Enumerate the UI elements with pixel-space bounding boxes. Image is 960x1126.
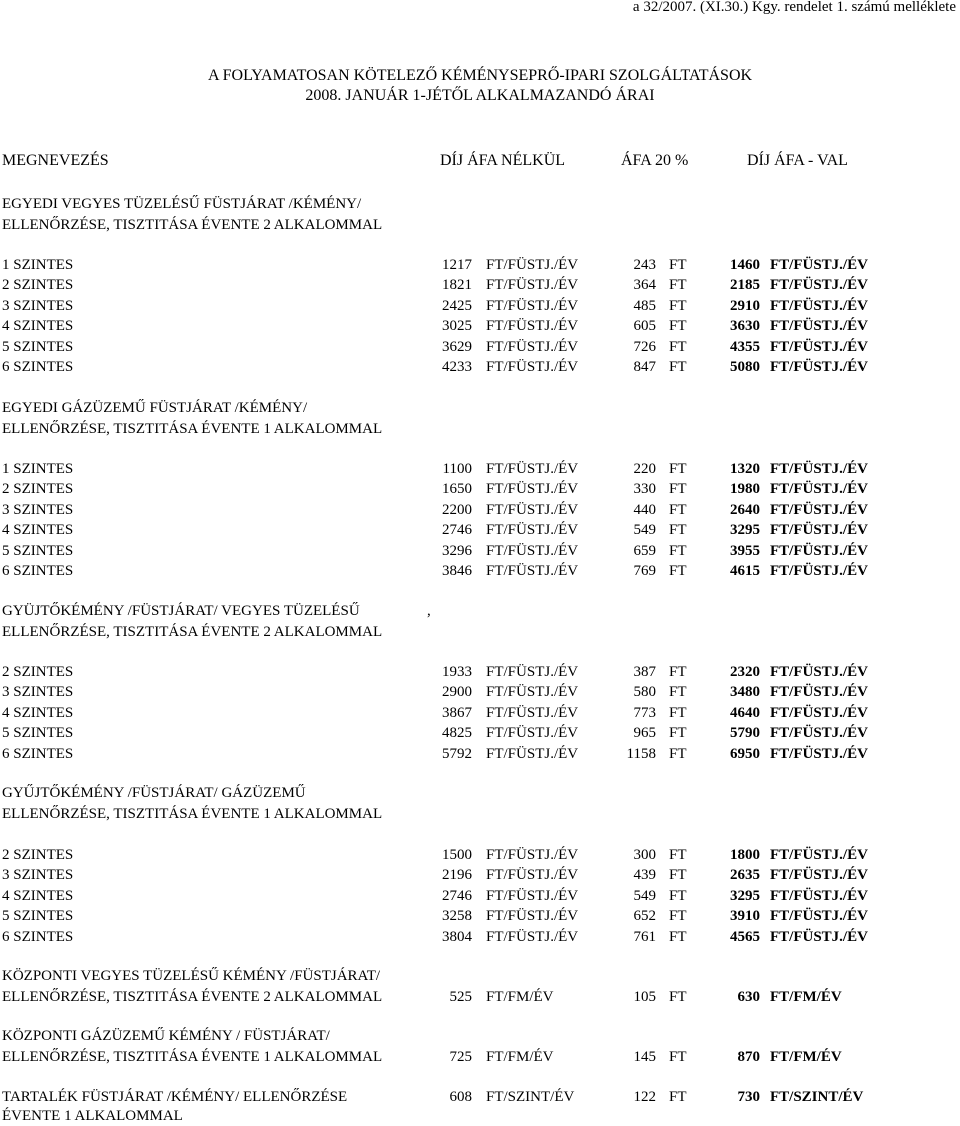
net-price: 1217 xyxy=(442,257,472,273)
section-title-comma: , xyxy=(427,603,431,619)
vat-amount: 769 xyxy=(633,562,656,579)
gross-unit: FT/FÜSTJ./ÉV xyxy=(770,704,868,721)
vat-unit: FT xyxy=(669,461,687,477)
vat-unit: FT xyxy=(669,1089,687,1105)
gross-unit: FT/FÜSTJ./ÉV xyxy=(770,745,868,762)
gross-unit: FT/FÜSTJ./ÉV xyxy=(770,562,868,579)
central-mixed-title-line-1 xyxy=(2,966,380,987)
reserve-title-line-2 xyxy=(2,1106,183,1126)
gross-price: 2640 xyxy=(730,501,760,518)
gross-price: 6950 xyxy=(730,745,760,762)
central-gas-row xyxy=(0,1047,960,1067)
gross-price: 4565 xyxy=(730,928,760,945)
section-title-line: ELLENŐRZÉSE, TISZTITÁSA ÉVENTE 1 ALKALOMMAL xyxy=(2,421,383,437)
vat-amount: 243 xyxy=(633,257,656,273)
net-price: 3258 xyxy=(442,908,472,925)
net-price: 2196 xyxy=(442,867,472,884)
table-row xyxy=(0,337,960,357)
page-title-line-1: A FOLYAMATOSAN KÖTELEZŐ KÉMÉNYSEPRŐ-IPARI SZOLGÁLTATÁSOK xyxy=(207,67,753,84)
gross-unit: FT/FÜSTJ./ÉV xyxy=(770,887,868,904)
vat-unit: FT xyxy=(669,725,687,742)
vat-unit: FT xyxy=(669,338,687,355)
net-price: 3296 xyxy=(442,542,472,559)
net-price: 2425 xyxy=(442,297,472,314)
vat-amount: 300 xyxy=(633,847,656,863)
page-title-line-2: 2008. JANUÁR 1-JÉTŐL ALKALMAZANDÓ ÁRAI xyxy=(305,87,655,104)
row-name: 6 SZINTES xyxy=(2,928,74,945)
gross-price: 1460 xyxy=(730,257,760,273)
gross-unit: FT/FÜSTJ./ÉV xyxy=(770,725,868,742)
row-name: 5 SZINTES xyxy=(2,542,74,559)
gross-price: 3295 xyxy=(730,522,760,539)
vat-unit: FT xyxy=(669,318,687,335)
row-name: ELLENŐRZÉSE, TISZTITÁSA ÉVENTE 1 ALKALOMMAL xyxy=(2,1049,383,1065)
vat-unit: FT xyxy=(669,664,687,680)
table-row xyxy=(0,500,960,520)
vat-amount: 439 xyxy=(633,867,656,884)
section-title-line: EGYEDI GÁZÜZEMŰ FÜSTJÁRAT /KÉMÉNY/ xyxy=(2,400,308,416)
row-name: 6 SZINTES xyxy=(2,562,74,579)
gross-unit: FT/FÜSTJ./ÉV xyxy=(770,501,868,518)
net-unit: FT/FÜSTJ./ÉV xyxy=(486,358,579,375)
table-row xyxy=(0,255,960,275)
net-unit: FT/FÜSTJ./ÉV xyxy=(486,664,579,680)
row-name: 6 SZINTES xyxy=(2,745,74,762)
row-name: 2 SZINTES xyxy=(2,481,74,498)
vat-unit: FT xyxy=(669,989,687,1005)
net-unit: FT/FÜSTJ./ÉV xyxy=(486,318,579,335)
net-unit: FT/FÜSTJ./ÉV xyxy=(486,277,579,294)
row-name: 2 SZINTES xyxy=(2,664,74,680)
gross-price: 3910 xyxy=(730,908,760,925)
section-title-line: GYÜJTŐKÉMÉNY /FÜSTJÁRAT/ VEGYES TÜZELÉSŰ xyxy=(2,603,360,619)
net-price: 3804 xyxy=(442,928,472,945)
vat-unit: FT xyxy=(669,297,687,314)
section-title-line: ÉVENTE 1 ALKALOMMAL xyxy=(2,1108,183,1124)
gross-unit: FT/FÜSTJ./ÉV xyxy=(770,847,868,863)
row-name: 2 SZINTES xyxy=(2,847,74,863)
net-price: 1650 xyxy=(442,481,472,498)
gross-price: 730 xyxy=(737,1089,760,1105)
net-unit: FT/FÜSTJ./ÉV xyxy=(486,725,579,742)
gross-price: 5790 xyxy=(730,725,760,742)
vat-amount: 652 xyxy=(633,908,656,925)
gross-price: 3295 xyxy=(730,887,760,904)
gross-price: 4355 xyxy=(730,338,760,355)
gross-price: 3630 xyxy=(730,318,760,335)
row-name: 2 SZINTES xyxy=(2,277,74,294)
vat-amount: 105 xyxy=(633,989,656,1005)
net-unit: FT/FM/ÉV xyxy=(486,989,554,1005)
row-name: 4 SZINTES xyxy=(2,522,74,539)
vat-amount: 440 xyxy=(633,501,656,518)
table-row xyxy=(0,296,960,316)
table-row xyxy=(0,845,960,865)
row-name: 3 SZINTES xyxy=(2,297,74,314)
price-table xyxy=(0,255,960,377)
central-mixed-row xyxy=(0,987,960,1007)
reserve-row xyxy=(0,1087,960,1107)
gross-unit: FT/FÜSTJ./ÉV xyxy=(770,928,868,945)
section-title-line: KÖZPONTI VEGYES TÜZELÉSŰ KÉMÉNY /FÜSTJÁRAT/ xyxy=(2,968,381,984)
row-name: 4 SZINTES xyxy=(2,318,74,335)
net-unit: FT/FÜSTJ./ÉV xyxy=(486,542,579,559)
net-price: 5792 xyxy=(442,745,472,762)
table-row xyxy=(0,275,960,295)
table-row xyxy=(0,479,960,499)
column-header-name: MEGNEVEZÉS xyxy=(2,152,109,169)
section-title-line: EGYEDI VEGYES TÜZELÉSŰ FÜSTJÁRAT /KÉMÉNY/ xyxy=(2,196,362,212)
gross-unit: FT/FÜSTJ./ÉV xyxy=(770,358,868,375)
net-unit: FT/FÜSTJ./ÉV xyxy=(486,867,579,884)
section-title-line: KÖZPONTI GÁZÜZEMŰ KÉMÉNY / FÜSTJÁRAT/ xyxy=(2,1028,330,1044)
net-unit: FT/SZINT/ÉV xyxy=(486,1089,575,1105)
table-row xyxy=(0,561,960,581)
net-price: 2200 xyxy=(442,501,472,518)
vat-unit: FT xyxy=(669,562,687,579)
net-price: 725 xyxy=(449,1049,472,1065)
vat-amount: 773 xyxy=(633,704,656,721)
net-unit: FT/FÜSTJ./ÉV xyxy=(486,501,579,518)
row-name: 3 SZINTES xyxy=(2,684,74,701)
vat-amount: 220 xyxy=(633,461,656,477)
net-price: 3025 xyxy=(442,318,472,335)
gross-price: 2185 xyxy=(730,277,760,294)
row-name: 5 SZINTES xyxy=(2,725,74,742)
net-unit: FT/FM/ÉV xyxy=(486,1049,554,1065)
gross-unit: FT/FÜSTJ./ÉV xyxy=(770,297,868,314)
vat-unit: FT xyxy=(669,481,687,498)
vat-unit: FT xyxy=(669,928,687,945)
vat-unit: FT xyxy=(669,542,687,559)
gross-price: 2635 xyxy=(730,867,760,884)
section-title xyxy=(2,783,382,825)
net-price: 2900 xyxy=(442,684,472,701)
net-unit: FT/FÜSTJ./ÉV xyxy=(486,461,579,477)
net-unit: FT/FÜSTJ./ÉV xyxy=(486,928,579,945)
net-price: 525 xyxy=(449,989,472,1005)
table-row xyxy=(0,906,960,926)
central-gas-title-line-1 xyxy=(2,1026,330,1047)
table-row xyxy=(0,927,960,947)
gross-price: 1320 xyxy=(730,461,760,477)
vat-unit: FT xyxy=(669,358,687,375)
net-price: 608 xyxy=(449,1089,472,1105)
vat-amount: 726 xyxy=(633,338,656,355)
row-name: 3 SZINTES xyxy=(2,867,74,884)
net-price: 3846 xyxy=(442,562,472,579)
table-row xyxy=(0,744,960,764)
vat-amount: 330 xyxy=(633,481,656,498)
gross-price: 3480 xyxy=(730,684,760,701)
vat-amount: 549 xyxy=(633,522,656,539)
net-price: 3867 xyxy=(442,704,472,721)
vat-unit: FT xyxy=(669,867,687,884)
table-row xyxy=(0,703,960,723)
section-title xyxy=(2,194,382,236)
vat-unit: FT xyxy=(669,704,687,721)
section-title-line: GYŰJTŐKÉMÉNY /FÜSTJÁRAT/ GÁZÜZEMŰ xyxy=(2,785,306,801)
row-name: 5 SZINTES xyxy=(2,908,74,925)
price-table xyxy=(0,662,960,764)
row-name: TARTALÉK FÜSTJÁRAT /KÉMÉNY/ ELLENŐRZÉSE xyxy=(2,1089,348,1105)
gross-price: 630 xyxy=(737,989,760,1005)
net-price: 4233 xyxy=(442,358,472,375)
net-price: 2746 xyxy=(442,522,472,539)
gross-unit: FT/FÜSTJ./ÉV xyxy=(770,684,868,701)
gross-price: 4615 xyxy=(730,562,760,579)
vat-amount: 364 xyxy=(633,277,656,294)
section-title xyxy=(2,601,382,643)
table-row xyxy=(0,662,960,682)
gross-price: 1800 xyxy=(730,847,760,863)
net-price: 2746 xyxy=(442,887,472,904)
vat-amount: 549 xyxy=(633,887,656,904)
vat-unit: FT xyxy=(669,887,687,904)
table-row xyxy=(0,865,960,885)
row-name: 5 SZINTES xyxy=(2,338,74,355)
net-unit: FT/FÜSTJ./ÉV xyxy=(486,522,579,539)
net-unit: FT/FÜSTJ./ÉV xyxy=(486,257,579,273)
column-header-gross-price: DÍJ ÁFA - VAL xyxy=(747,152,848,169)
table-row xyxy=(0,541,960,561)
vat-amount: 1158 xyxy=(626,745,656,762)
net-price: 3629 xyxy=(442,338,472,355)
net-unit: FT/FÜSTJ./ÉV xyxy=(486,481,579,498)
net-unit: FT/FÜSTJ./ÉV xyxy=(486,297,579,314)
vat-amount: 580 xyxy=(633,684,656,701)
vat-amount: 122 xyxy=(633,1089,656,1105)
net-price: 1821 xyxy=(442,277,472,294)
row-name: 4 SZINTES xyxy=(2,704,74,721)
net-unit: FT/FÜSTJ./ÉV xyxy=(486,847,579,863)
vat-amount: 847 xyxy=(633,358,656,375)
vat-amount: 659 xyxy=(633,542,656,559)
net-price: 4825 xyxy=(442,725,472,742)
gross-price: 4640 xyxy=(730,704,760,721)
row-name: 6 SZINTES xyxy=(2,358,74,375)
row-name: 4 SZINTES xyxy=(2,887,74,904)
gross-unit: FT/FÜSTJ./ÉV xyxy=(770,338,868,355)
gross-unit: FT/SZINT/ÉV xyxy=(770,1089,864,1105)
vat-amount: 761 xyxy=(633,928,656,945)
vat-unit: FT xyxy=(669,277,687,294)
price-table xyxy=(0,845,960,947)
vat-unit: FT xyxy=(669,501,687,518)
vat-unit: FT xyxy=(669,522,687,539)
gross-unit: FT/FÜSTJ./ÉV xyxy=(770,542,868,559)
section-title xyxy=(2,398,382,440)
vat-unit: FT xyxy=(669,908,687,925)
net-unit: FT/FÜSTJ./ÉV xyxy=(486,745,579,762)
column-header-net-price: DÍJ ÁFA NÉLKÜL xyxy=(440,152,566,169)
table-row xyxy=(0,357,960,377)
vat-unit: FT xyxy=(669,684,687,701)
table-row xyxy=(0,886,960,906)
section-title-line: ELLENŐRZÉSE, TISZTITÁSA ÉVENTE 2 ALKALOMMAL xyxy=(2,624,383,640)
gross-unit: FT/FÜSTJ./ÉV xyxy=(770,318,868,335)
gross-unit: FT/FÜSTJ./ÉV xyxy=(770,257,868,273)
vat-amount: 145 xyxy=(633,1049,656,1065)
vat-amount: 485 xyxy=(633,297,656,314)
net-unit: FT/FÜSTJ./ÉV xyxy=(486,562,579,579)
gross-unit: FT/FÜSTJ./ÉV xyxy=(770,481,868,498)
table-row xyxy=(0,459,960,479)
net-unit: FT/FÜSTJ./ÉV xyxy=(486,338,579,355)
gross-price: 2320 xyxy=(730,664,760,680)
net-price: 1933 xyxy=(442,664,472,680)
gross-unit: FT/FÜSTJ./ÉV xyxy=(770,461,868,477)
gross-price: 870 xyxy=(737,1049,760,1065)
gross-price: 5080 xyxy=(730,358,760,375)
price-table xyxy=(0,459,960,581)
vat-unit: FT xyxy=(669,1049,687,1065)
vat-amount: 387 xyxy=(633,664,656,680)
gross-unit: FT/FM/ÉV xyxy=(770,989,842,1005)
gross-price: 2910 xyxy=(730,297,760,314)
section-title-line: ELLENŐRZÉSE, TISZTITÁSA ÉVENTE 2 ALKALOMMAL xyxy=(2,217,383,233)
table-row xyxy=(0,520,960,540)
row-name: 3 SZINTES xyxy=(2,501,74,518)
net-price: 1500 xyxy=(442,847,472,863)
table-row xyxy=(0,682,960,702)
gross-unit: FT/FÜSTJ./ÉV xyxy=(770,664,868,680)
gross-price: 3955 xyxy=(730,542,760,559)
gross-price: 1980 xyxy=(730,481,760,498)
vat-amount: 605 xyxy=(633,318,656,335)
document-reference: a 32/2007. (XI.30.) Kgy. rendelet 1. számú melléklete xyxy=(632,0,956,15)
net-unit: FT/FÜSTJ./ÉV xyxy=(486,704,579,721)
row-name: 1 SZINTES xyxy=(2,461,74,477)
row-name: ELLENŐRZÉSE, TISZTITÁSA ÉVENTE 2 ALKALOMMAL xyxy=(2,989,383,1005)
gross-unit: FT/FÜSTJ./ÉV xyxy=(770,867,868,884)
table-row xyxy=(0,723,960,743)
vat-unit: FT xyxy=(669,745,687,762)
gross-unit: FT/FM/ÉV xyxy=(770,1049,842,1065)
net-unit: FT/FÜSTJ./ÉV xyxy=(486,887,579,904)
net-price: 1100 xyxy=(442,461,472,477)
gross-unit: FT/FÜSTJ./ÉV xyxy=(770,277,868,294)
vat-amount: 965 xyxy=(633,725,656,742)
gross-unit: FT/FÜSTJ./ÉV xyxy=(770,522,868,539)
section-title-line: ELLENŐRZÉSE, TISZTITÁSA ÉVENTE 1 ALKALOMMAL xyxy=(2,806,383,822)
net-unit: FT/FÜSTJ./ÉV xyxy=(486,684,579,701)
vat-unit: FT xyxy=(669,257,687,273)
row-name: 1 SZINTES xyxy=(2,257,74,273)
gross-unit: FT/FÜSTJ./ÉV xyxy=(770,908,868,925)
column-header-vat: ÁFA 20 % xyxy=(621,152,689,169)
net-unit: FT/FÜSTJ./ÉV xyxy=(486,908,579,925)
table-row xyxy=(0,316,960,336)
vat-unit: FT xyxy=(669,847,687,863)
